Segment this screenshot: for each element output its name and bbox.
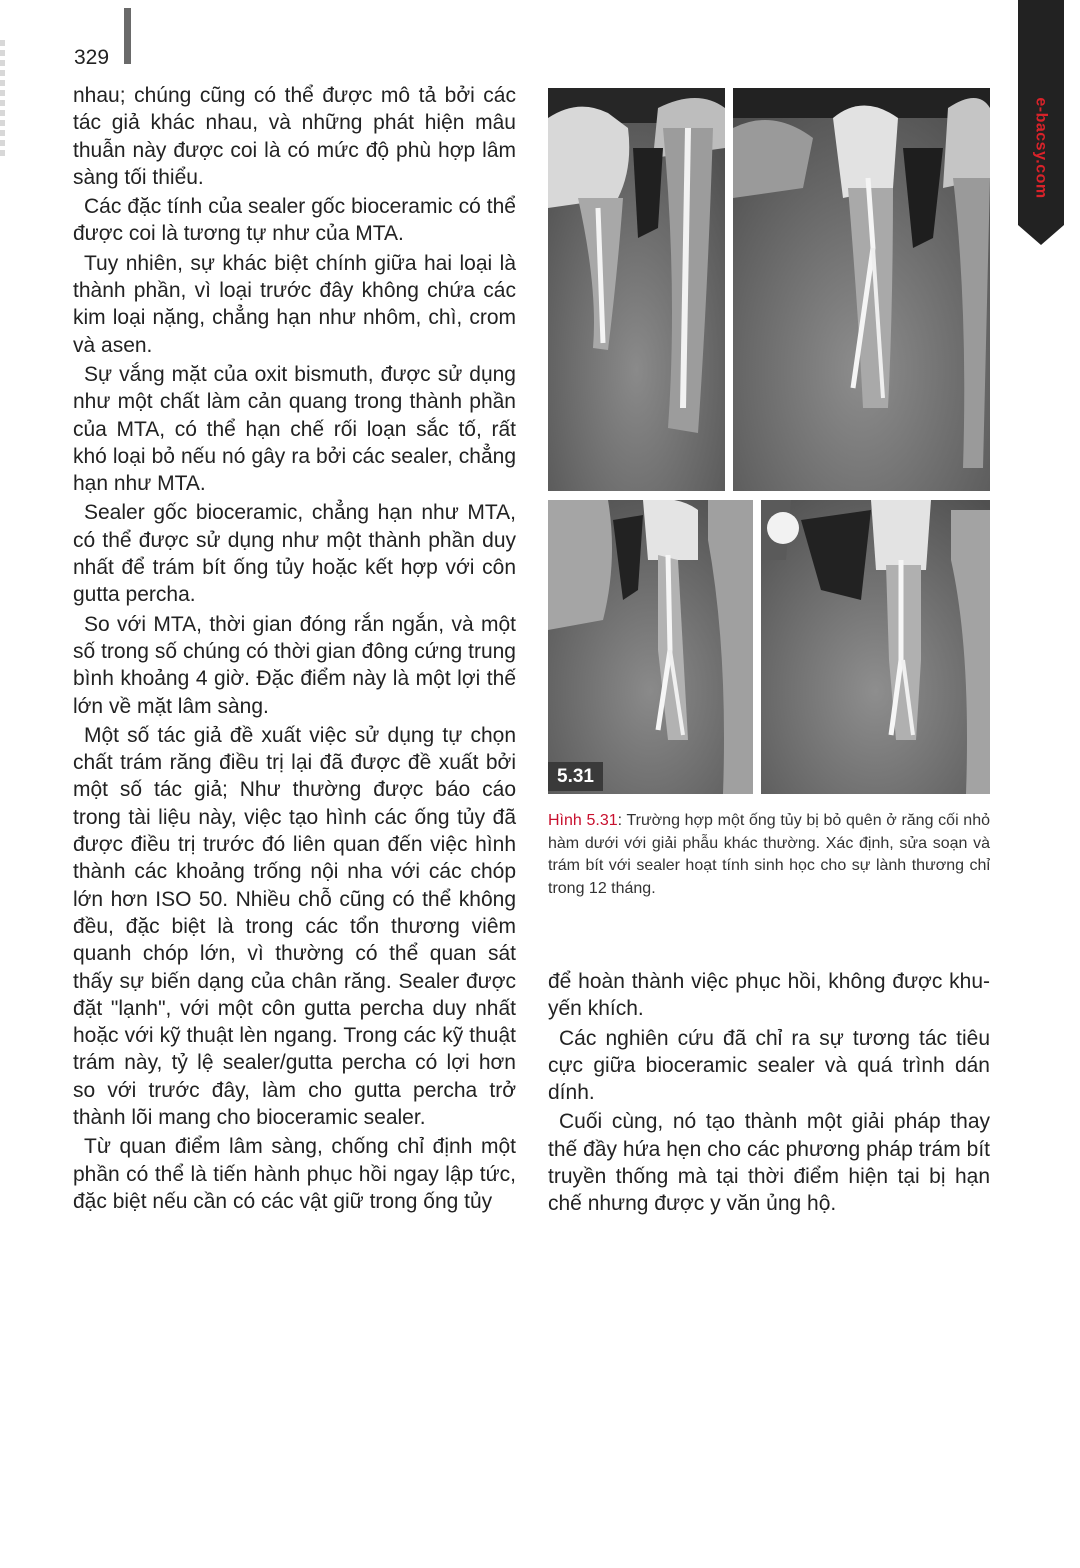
page-edge-marks [0,40,5,160]
radiograph-1 [548,88,725,491]
paragraph: Sealer gốc bioceramic, chẳng hạn như MTA, có thể được sử dụng như một thành phần duy nhất để trám bít ống tủy hoặc kết hợp với côn gutta percha. [73,501,516,607]
figure-caption [548,810,990,900]
radiograph-2 [733,88,990,491]
paragraph: Các nghiên cứu đã chỉ ra sự tương tác tiêu cực giữa bioceramic sealer và quá trình dán dính. [548,1026,990,1105]
left-column [73,82,516,1217]
radiograph-3 [548,500,753,794]
right-column [548,968,990,1220]
paragraph: để hoàn thành việc phục hồi, không được khu-yến khích. [548,970,990,1021]
paragraph: nhau; chúng cũng có thể được mô tả bởi các tác giả khác nhau, và những phát hiện mâu thuẫn này được coi là có mức độ phù hợp lâm sàng tối thiểu. [73,84,516,189]
paragraph: Từ quan điểm lâm sàng, chống chỉ định một phần có thể là tiến hành phục hồi ngay lập tức, đặc biệt nếu cần có các vật giữ trong ống tủy [73,1135,516,1213]
paragraph: Một số tác giả đề xuất việc sử dụng tự chọn chất trám răng điều trị lại đã được đề xuất bởi một số tác giả; Như thường được báo cáo trong tài liệu này, việc tạo hình các ống tủy đã được điều trị trước đó liên quan đến việc hình thành các khoảng trống nội nha với các chóp lớn hơn ISO 50. Nhiều chỗ cũng có thể không đều, đặc biệt là trong các tổn thương viêm quanh chóp lớn, vì thường có thể quan sát thấy sự biến dạng của chân răng. Sealer được đặt "lạnh", với một côn gutta percha duy nhất hoặc với kỹ thuật lèn ngang. Trong các kỹ thuật trám này, tỷ lệ sealer/gutta percha có lợi hơn so với trước đây, làm cho gutta percha trở thành lõi mang cho bioceramic sealer. [73,723,516,1129]
page-number-bar [124,8,131,64]
paragraph: Cuối cùng, nó tạo thành một giải pháp thay thế đầy hứa hẹn cho các phương pháp trám bít truyền thống mà tại thời điểm hiện tại bị hạn chế nhưng được y văn ủng hộ. [548,1110,990,1216]
brand-tab-text: e-bacsy.com [1033,97,1050,199]
brand-tab [1018,0,1064,245]
paragraph: So với MTA, thời gian đóng rắn ngắn, và một số trong số chúng có thời gian đông cứng trung bình khoảng 4 giờ. Đặc điểm này là một lợi thế lớn về mặt lâm sàng. [73,612,516,718]
figure-label: 5.31 [548,762,603,791]
page-number: 329 [74,46,110,69]
caption-text: : Trường hợp một ống tủy bị bỏ quên ở răng cối nhỏ hàm dưới với giải phẫu khác thường. Xác định, sửa soạn và trám bít với sealer hoạt tính sinh học cho sự lành thương chỉ trong 12 tháng. [548,812,990,897]
paragraph: Các đặc tính của sealer gốc bioceramic có thể được coi là tương tự như của MTA. [73,195,516,246]
caption-figure-id: Hình 5.31 [548,812,618,829]
figure-5-31 [548,88,990,794]
paragraph: Sự vắng mặt của oxit bismuth, được sử dụng như một chất làm cản quang trong thành phần của MTA, có thể hạn chế rối loạn sắc tố, rất khó loại bỏ nếu nó gây ra bởi các sealer, chẳng hạn như MTA. [73,362,516,496]
radiograph-4 [761,500,990,794]
paragraph: Tuy nhiên, sự khác biệt chính giữa hai loại là thành phần, vì loại trước đây không chứa các kim loại nặng, chẳng hạn như nhôm, chì, crom và asen. [73,251,516,357]
